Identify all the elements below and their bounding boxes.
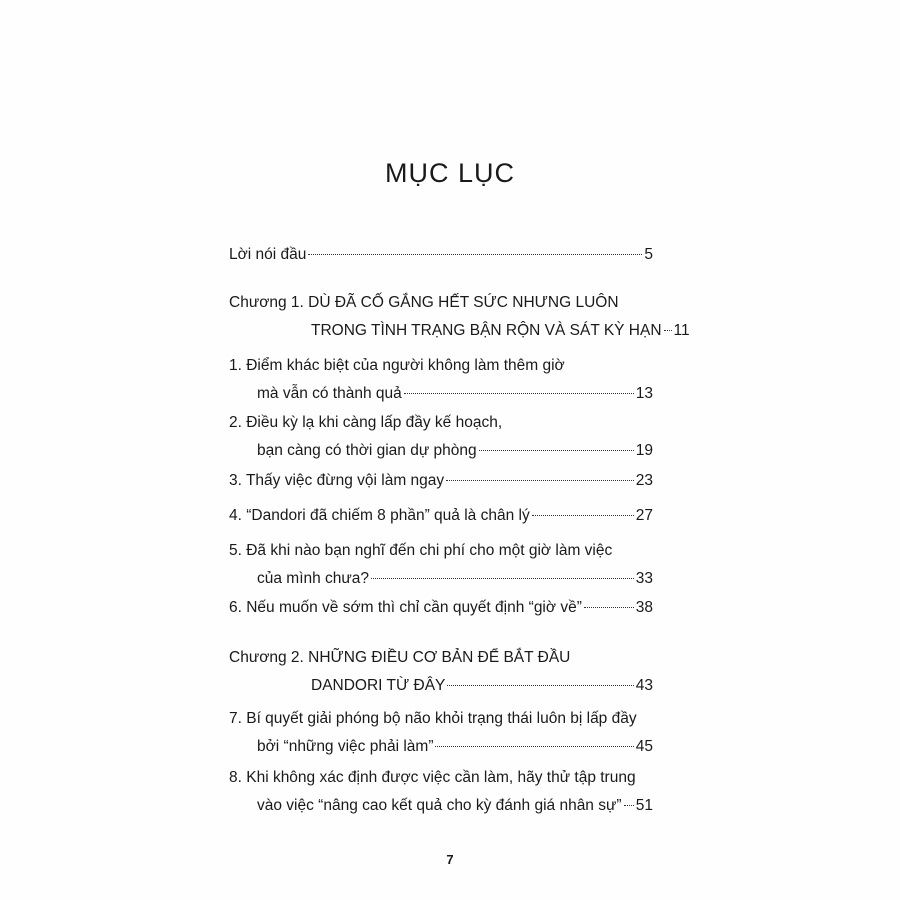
toc-entry-text: Chương 2. NHỮNG ĐIỀU CƠ BẢN ĐỂ BẮT ĐẦU <box>229 649 571 666</box>
toc-entry-page: 13 <box>635 385 653 402</box>
table-of-contents <box>229 0 690 900</box>
toc-entry-text: 6. Nếu muốn về sớm thì chỉ cần quyết định “giờ về” <box>229 599 582 616</box>
toc-entry-4 <box>229 505 653 527</box>
dot-leader <box>664 330 672 331</box>
toc-entry-page: 11 <box>673 322 690 339</box>
toc-entry-chapter-1 <box>229 292 690 342</box>
toc-entry-page: 23 <box>635 472 653 489</box>
toc-entry-page: 43 <box>635 677 653 694</box>
toc-entry-page: 51 <box>635 797 653 814</box>
dot-leader <box>479 450 634 451</box>
toc-entry-7 <box>229 708 653 758</box>
dot-leader <box>371 578 634 579</box>
toc-entry-text: 5. Đã khi nào bạn nghĩ đến chi phí cho một giờ làm việc <box>229 542 613 559</box>
toc-entry-text: Chương 1. DÙ ĐÃ CỐ GẮNG HẾT SỨC NHƯNG LUÔN <box>229 294 619 311</box>
toc-entry-text: 1. Điểm khác biệt của người không làm thêm giờ <box>229 357 565 374</box>
toc-entry-page: 5 <box>644 246 653 263</box>
toc-entry-3 <box>229 470 653 492</box>
toc-entry-text: 2. Điều kỳ lạ khi càng lấp đầy kế hoạch, <box>229 414 503 431</box>
dot-leader <box>435 746 633 747</box>
dot-leader <box>532 515 634 516</box>
toc-entry-preface <box>229 244 653 266</box>
dot-leader <box>624 805 634 806</box>
toc-entry-page: 19 <box>635 442 653 459</box>
dot-leader <box>404 393 634 394</box>
toc-entry-page: 33 <box>635 570 653 587</box>
page-number: 7 <box>446 852 454 867</box>
dot-leader <box>584 607 634 608</box>
toc-entry-text: vào việc “nâng cao kết quả cho kỳ đánh giá nhân sự” <box>257 797 622 814</box>
toc-entry-6 <box>229 597 653 619</box>
toc-entry-text: mà vẫn có thành quả <box>257 385 402 402</box>
toc-entry-page: 27 <box>635 507 653 524</box>
dot-leader <box>447 685 633 686</box>
toc-entry-1 <box>229 355 653 405</box>
toc-entry-text: 3. Thấy việc đừng vội làm ngay <box>229 472 445 489</box>
toc-entry-text: TRONG TÌNH TRẠNG BẬN RỘN VÀ SÁT KỲ HẠN <box>311 322 662 339</box>
toc-entry-text: bạn càng có thời gian dự phòng <box>257 442 477 459</box>
page-title: MỤC LỤC <box>384 158 515 188</box>
toc-entry-text: 7. Bí quyết giải phóng bộ não khỏi trạng thái luôn bị lấp đầy <box>229 710 637 727</box>
toc-entry-2 <box>229 412 653 462</box>
toc-entry-text: 4. “Dandori đã chiếm 8 phần” quả là chân lý <box>229 507 530 524</box>
toc-entry-text: của mình chưa? <box>257 570 370 587</box>
toc-entry-text: 8. Khi không xác định được việc cần làm, hãy thử tập trung <box>229 769 636 786</box>
toc-entry-page: 45 <box>635 738 653 755</box>
toc-entry-5 <box>229 540 653 590</box>
toc-entry-page: 38 <box>635 599 653 616</box>
toc-entry-8 <box>229 767 653 817</box>
dot-leader <box>446 480 634 481</box>
dot-leader <box>308 254 642 255</box>
toc-entry-text: Lời nói đầu <box>229 246 307 263</box>
toc-entry-chapter-2 <box>229 647 653 697</box>
toc-entry-text: DANDORI TỪ ĐÂY <box>311 677 446 694</box>
toc-entry-text: bởi “những việc phải làm” <box>257 738 434 755</box>
